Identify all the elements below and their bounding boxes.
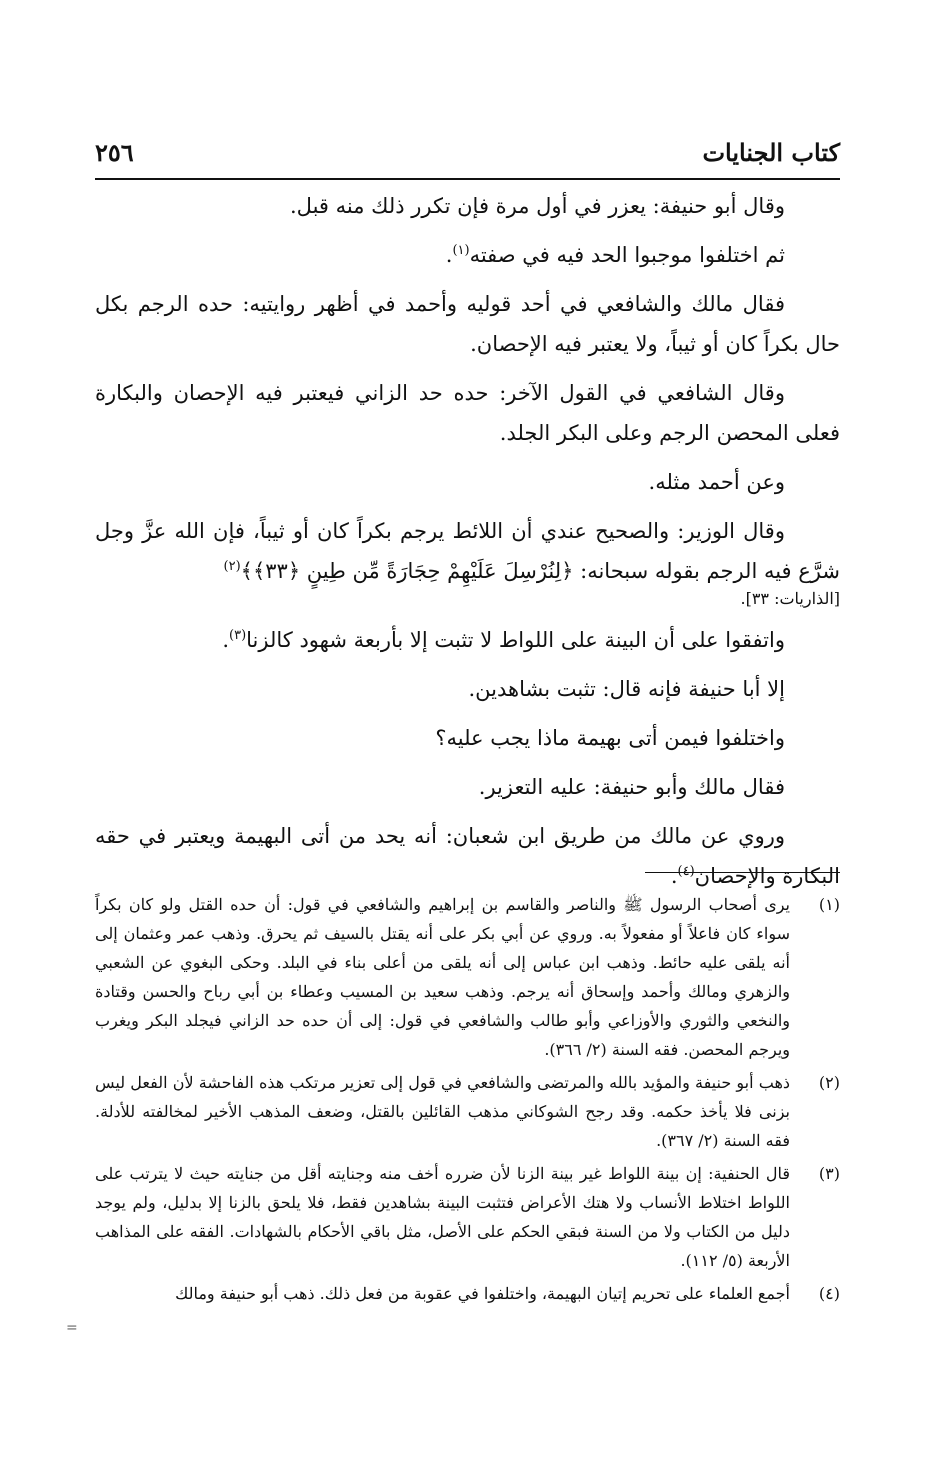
paragraph: [95, 620, 840, 660]
paragraph-text: واختلفوا فيمن أتى بهيمة ماذا يجب عليه؟: [435, 726, 785, 750]
footnotes: [95, 890, 840, 1312]
footnote-ref[interactable]: (٤): [677, 864, 695, 879]
footnote-number: (٣): [818, 1164, 840, 1183]
footnote-number: (١): [818, 895, 840, 914]
paragraph-text: إلا أبا حنيفة فإنه قال: تثبت بشاهدين.: [468, 677, 785, 701]
footnote-number: (٤): [818, 1284, 840, 1303]
main-text: [95, 186, 840, 905]
footnote: [95, 890, 840, 1064]
footnote-separator: [645, 872, 840, 873]
footnote-ref[interactable]: (١): [452, 243, 470, 258]
footnote-ref[interactable]: (٣): [229, 628, 247, 643]
paragraph: [95, 462, 840, 502]
footnote-text: قال الحنفية: إن بينة اللواط غير بينة الزنا لأن ضرره أخف منه وجنايته أقل من جنايته حيث لا يترتب على اللواط اختلاط الأنساب ولا هتك الأعراض فتثبت البينة بشاهدين فقط، فلا يلحق بالزنا إلا بدليل، ولم يوجد دليل من الكتاب ولا من السنة فبقي الحكم على الأصل، مثل باقي الأحكام بالشهادات. الفقه على المذاهب الأربعة (٥/ ١١٢).: [95, 1164, 791, 1270]
footnote-text: ذهب أبو حنيفة والمؤيد بالله والمرتضى والشافعي في قول إلى تعزير مرتكب هذه الفاحشة لأن الفعل ليس بزنى فلا يأخذ حكمه. وقد رجح الشوكاني مذهب القائلين بالقتل، وضعف المذهب الأخير لمخالفته للأدلة. فقه السنة (٢/ ٣٦٧).: [95, 1073, 790, 1150]
paragraph-tail: .: [445, 243, 453, 267]
paragraph: [95, 186, 840, 226]
page-number: ٢٥٦: [95, 138, 134, 167]
page-header: [95, 134, 840, 180]
paragraph: [95, 235, 840, 275]
paragraph-text: وقال الوزير: والصحيح عندي أن اللائط يرجم بكراً كان أو ثيباً، فإن الله عزَّ وجل شرَّع فيه الرجم بقوله سبحانه: ﴿لِنُرْسِلَ عَلَيْهِمْ حِجَارَةً مِّن طِينٍ ﴿٣٣﴾﴾: [95, 519, 840, 583]
paragraph-text: وقال الشافعي في القول الآخر: حده حد الزاني فيعتبر فيه الإحصان والبكارة فعلى المحصن الرجم وعلى البكر الجلد.: [95, 381, 840, 445]
paragraph-text: وروي عن مالك من طريق ابن شعبان: أنه يحد من أتى البهيمة ويعتبر في حقه البكارة والإحصان: [95, 824, 840, 888]
paragraph-text: واتفقوا على أن البينة على اللواط لا تثبت إلا بأربعة شهود كالزنا: [246, 628, 785, 652]
paragraph: [95, 767, 840, 807]
footnote-text: أجمع العلماء على تحريم إتيان البهيمة، واختلفوا في عقوبة من فعل ذلك. ذهب أبو حنيفة ومالك: [175, 1284, 790, 1303]
quran-reference: [الذاريات: ٣٣].: [740, 589, 840, 608]
footnote-ref[interactable]: (٢): [223, 559, 241, 574]
paragraph: [95, 816, 840, 896]
paragraph: [95, 718, 840, 758]
paragraph: [95, 373, 840, 453]
paragraph-text: وقال أبو حنيفة: يعزر في أول مرة فإن تكرر ذلك منه قبل.: [290, 194, 785, 218]
footnote-text: يرى أصحاب الرسول ﷺ والناصر والقاسم بن إبراهيم والشافعي في قول: أن حده القتل ولو كان بكراً سواء كان فاعلاً أو مفعولاً به. وروي عن أبي بكر على أنه يقتل بالسيف ثم يحرق. وذهب عمر وعثمان إلى أنه يلقى عليه حائط. وذهب ابن عباس إلى أنه يلقى من أعلى بناء في البلد. وحكى البغوي عن الشعبي والزهري ومالك وأحمد وإسحاق أنه يرجم. وذهب سعيد بن المسيب وعطاء بن أبي رباح والحسن وقتادة والنخعي والثوري والأوزاعي وأبو طالب والشافعي في قول: إلى أن حده حد الزاني فيجلد البكر ويغرب ويرجم المحصن. فقه السنة (٢/ ٣٦٦).: [95, 895, 790, 1059]
paragraph: [95, 284, 840, 364]
footnote: [95, 1068, 840, 1155]
footnote: [95, 1159, 840, 1275]
footnote: [95, 1279, 840, 1308]
paragraph: [95, 669, 840, 709]
paragraph-tail: .: [670, 864, 678, 888]
paragraph-text: فقال مالك والشافعي في أحد قوليه وأحمد في أظهر روايتيه: حده الرجم بكل حال بكراً كان أو ثيباً، ولا يعتبر فيه الإحصان.: [95, 292, 840, 356]
book-title: كتاب الجنايات: [702, 138, 840, 167]
paragraph-tail: .: [222, 628, 230, 652]
paragraph-text: وعن أحمد مثله.: [648, 470, 785, 494]
continuation-mark: =: [66, 1320, 78, 1336]
footnote-number: (٢): [818, 1073, 840, 1092]
paragraph-text: ثم اختلفوا موجبوا الحد فيه في صفته: [469, 243, 785, 267]
paragraph: [95, 511, 840, 611]
paragraph-text: فقال مالك وأبو حنيفة: عليه التعزير.: [478, 775, 785, 799]
